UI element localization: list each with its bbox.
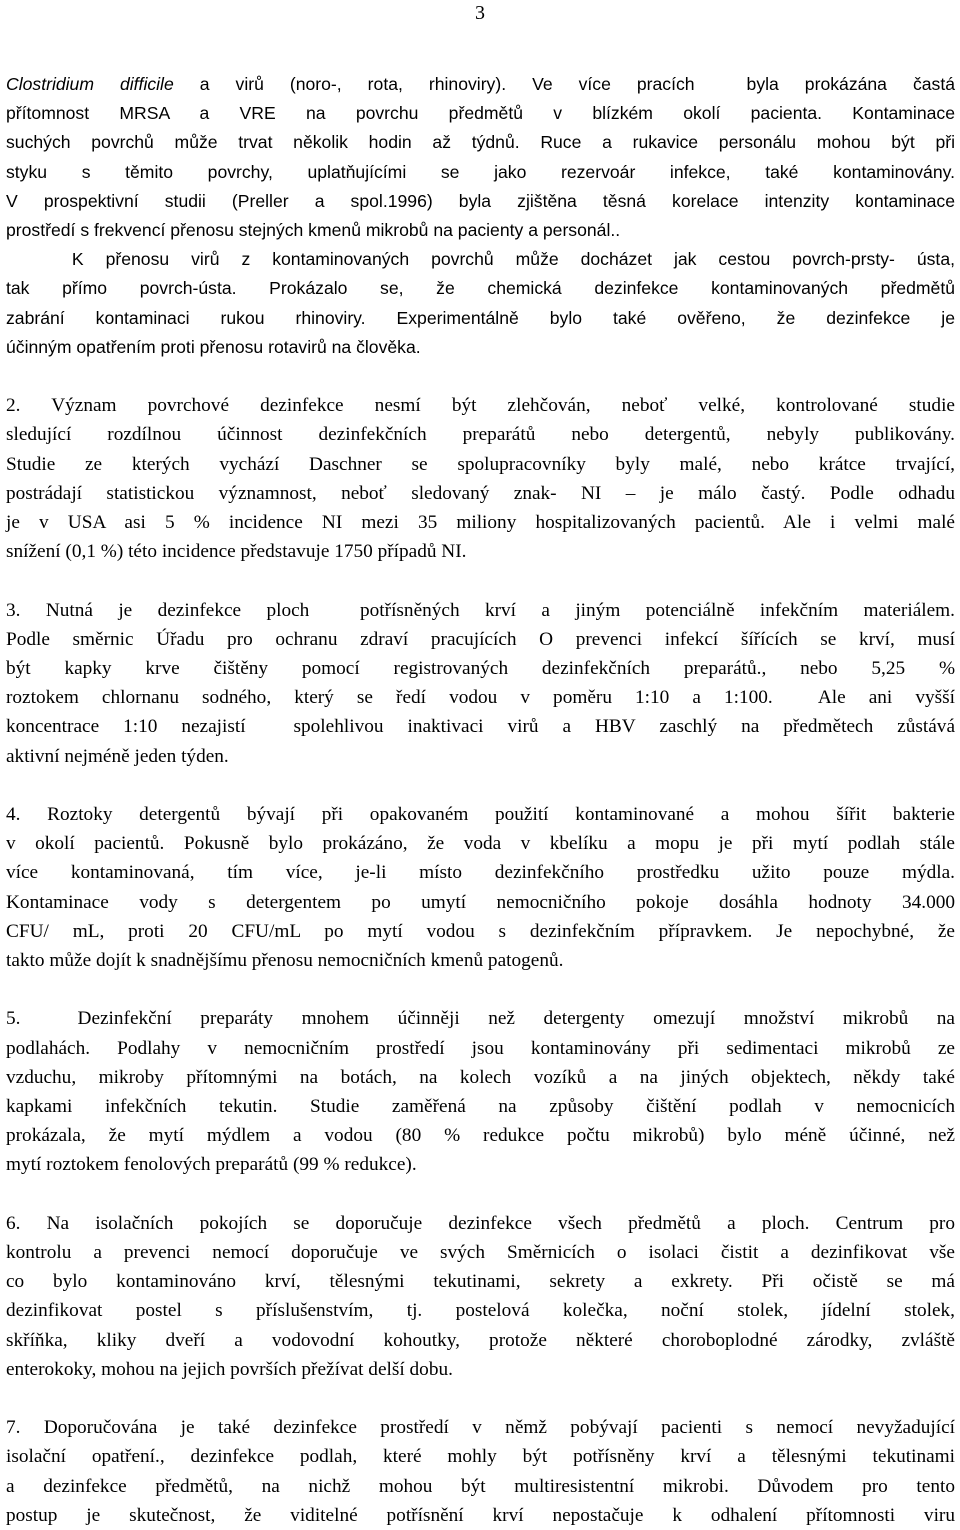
text-content: přítomnost MRSA a VRE na povrchu předmětů v blízkém okolí pacienta. Kontaminace	[6, 103, 955, 124]
text-line	[6, 829, 955, 858]
text-line	[6, 158, 955, 187]
text-line	[6, 683, 955, 712]
text-content: styku s těmito povrchy, uplatňujícími se jako rezervoár infekce, také kontaminovány.	[6, 161, 955, 182]
text-line	[6, 800, 955, 829]
text-line	[6, 274, 955, 303]
text-content: tak přímo povrch-ústa. Prokázalo se, že chemická dezinfekce kontaminovaných předmětů	[6, 278, 955, 299]
paragraph-p6	[6, 1209, 955, 1384]
text-line	[6, 304, 955, 333]
text-content: vzduchu, mikroby přítomnými na botách, na kolech vozíků a na jiných objektech, někdy také	[6, 1066, 955, 1088]
text-content: K přenosu virů z kontaminovaných povrchů může docházet jak cestou povrch-prsty- ústa,	[6, 249, 955, 270]
text-line	[6, 99, 955, 128]
text-content: mytí roztokem fenolových preparátů (99 % redukce).	[6, 1154, 417, 1176]
text-content: Kontaminace vody s detergentem po umytí nemocničního pokoje dosáhla hodnoty 34.000	[6, 891, 955, 913]
text-line	[6, 742, 955, 771]
text-content: prokázala, že mytí mýdlem a vodou (80 % redukce počtu mikrobů) bylo méně účinné, než	[6, 1125, 955, 1147]
text-content: 7. Doporučována je také dezinfekce prostředí v němž pobývají pacienti s nemocí nevyžadující	[6, 1417, 955, 1439]
text-content: a virů (noro-, rota, rhinoviry). Ve více pracích byla prokázána častá	[173, 74, 956, 94]
text-line	[6, 216, 955, 245]
text-content: Studie ze kterých vychází Daschner se spolupracovníky byly malé, nebo krátce trvající,	[6, 453, 955, 475]
text-line	[6, 596, 955, 625]
text-content: 6. Na isolačních pokojích se doporučuje dezinfekce všech předmětů a ploch. Centrum pro	[6, 1212, 955, 1234]
text-content: co bylo kontaminováno krví, tělesnými tekutinami, sekrety a exkrety. Při očistě se má	[6, 1271, 955, 1293]
paragraph-gap	[6, 1180, 955, 1209]
text-line	[6, 1209, 955, 1238]
text-content: 4. Roztoky detergentů bývají při opakovaném použití kontaminované a mohou šířit bakterie	[6, 804, 955, 826]
paragraph-gap	[6, 771, 955, 800]
text-line	[6, 712, 955, 741]
text-line	[6, 450, 955, 479]
text-content: postup je skutečnost, že viditelné potřísnění krví nepostačuje k odhalení přítomnosti viru	[6, 1504, 955, 1526]
text-line	[6, 1355, 955, 1384]
text-line	[6, 187, 955, 216]
text-content: CFU/ mL, proti 20 CFU/mL po mytí vodou s dezinfekčním přípravkem. Je nepochybné, že	[6, 920, 955, 942]
text-line	[6, 1150, 955, 1179]
text-content: V prospektivní studii (Preller a spol.1996) byla zjištěna těsná korelace intenzity kontaminace	[6, 190, 955, 211]
text-line	[6, 1034, 955, 1063]
text-line	[6, 537, 955, 566]
text-line	[6, 1442, 955, 1471]
text-content: účinným opatřením proti přenosu rotavirů na člověka.	[6, 336, 421, 357]
text-content: sledující rozdílnou účinnost dezinfekčních preparátů nebo detergentů, nebyly publikovány.	[6, 424, 955, 446]
text-content: snížení (0,1 %) této incidence představuje 1750 případů NI.	[6, 541, 467, 563]
paragraph-gap	[6, 1384, 955, 1413]
text-line	[6, 654, 955, 683]
text-line	[6, 1238, 955, 1267]
text-content: enterokoky, mohou na jejich površích přežívat delší dobu.	[6, 1358, 453, 1380]
text-content: 5. Dezinfekční preparáty mnohem účinněji než detergenty omezují množství mikrobů na	[6, 1008, 955, 1030]
italic-term: Clostridium difficile	[6, 74, 174, 94]
paragraph-gap	[6, 975, 955, 1004]
text-line	[6, 946, 955, 975]
paragraph-gap	[6, 362, 955, 391]
text-content: 3. Nutná je dezinfekce ploch potřísněných krví a jiným potenciálně infekčním materiálem.	[6, 599, 955, 621]
text-content: být kapky krve čištěny pomocí registrovaných dezinfekčních preparátů., nebo 5,25 %	[6, 658, 955, 680]
text-line	[6, 625, 955, 654]
text-content: Podle směrnic Úřadu pro ochranu zdraví pracujících O prevenci infekcí šířících se krví, musí	[6, 628, 955, 650]
text-line	[6, 1121, 955, 1150]
text-content: roztokem chlornanu sodného, který se ředí vodou v poměru 1:10 a 1:100. Ale ani vyšší	[6, 687, 955, 709]
text-line	[6, 1472, 955, 1501]
paragraph-intro	[6, 70, 955, 362]
text-content: více kontaminovaná, tím více, je-li místo dezinfekčního prostředku užito pouze mýdla.	[6, 862, 955, 884]
text-line	[6, 420, 955, 449]
page-number: 3	[475, 2, 485, 24]
text-line	[6, 1092, 955, 1121]
text-content: aktivní nejméně jeden týden.	[6, 745, 229, 767]
text-line	[6, 1004, 955, 1033]
paragraph-p5	[6, 1004, 955, 1179]
text-line	[6, 508, 955, 537]
text-content: zabrání kontaminaci rukou rhinoviry. Experimentálně bylo také ověřeno, že dezinfekce je	[6, 307, 955, 328]
text-content: je v USA asi 5 % incidence NI mezi 35 miliony hospitalizovaných pacientů. Ale i velmi malé	[6, 512, 955, 534]
text-content: kontrolu a prevenci nemocí doporučuje ve svých Směrnicích o isolaci čistit a dezinfikovat vše	[6, 1242, 955, 1264]
text-line	[6, 1501, 955, 1530]
text-line	[6, 479, 955, 508]
document-body	[6, 70, 955, 1530]
paragraph-p4	[6, 800, 955, 975]
text-line	[6, 128, 955, 157]
text-content: podlahách. Podlahy v nemocničním prostředí jsou kontaminovány při sedimentaci mikrobů ze	[6, 1037, 955, 1059]
text-line	[6, 1267, 955, 1296]
text-content: v okolí pacientů. Pokusně bylo prokázáno, že voda v kbelíku a mopu je při mytí podlah stále	[6, 833, 955, 855]
text-line	[6, 245, 955, 274]
text-line	[6, 391, 955, 420]
text-line	[6, 1296, 955, 1325]
text-line	[6, 1413, 955, 1442]
text-line	[6, 333, 955, 362]
text-line	[6, 1326, 955, 1355]
text-content: prostředí s frekvencí přenosu stejných kmenů mikrobů na pacienty a personál..	[6, 220, 621, 241]
text-content: 2. Význam povrchové dezinfekce nesmí být zlehčován, neboť velké, kontrolované studie	[6, 395, 955, 417]
text-content: kapkami infekčních tekutin. Studie zaměřená na způsoby čištění podlah v nemocnicích	[6, 1096, 955, 1118]
paragraph-p7	[6, 1413, 955, 1530]
text-content: koncentrace 1:10 nezajistí spolehlivou inaktivaci virů a HBV zaschlý na předmětech zůstává	[6, 716, 955, 738]
text-line	[6, 917, 955, 946]
text-content: isolační opatření., dezinfekce podlah, které mohly být potřísněny krví a tělesnými tekutinami	[6, 1446, 955, 1468]
paragraph-gap	[6, 566, 955, 595]
text-line	[6, 70, 955, 99]
text-line	[6, 888, 955, 917]
text-content: takto může dojít k snadnějšímu přenosu nemocničních kmenů patogenů.	[6, 950, 564, 972]
text-content: dezinfikovat postel s příslušenstvím, tj. postelová kolečka, noční stolek, jídelní stolek,	[6, 1300, 955, 1322]
text-line	[6, 858, 955, 887]
text-content: suchých povrchů může trvat několik hodin až týdnů. Ruce a rukavice personálu mohou být při	[6, 132, 955, 153]
paragraph-p3	[6, 596, 955, 771]
text-content: postrádají statistickou významnost, neboť sledovaný znak- NI – je málo častý. Podle odhadu	[6, 482, 955, 504]
text-line	[6, 1063, 955, 1092]
paragraph-p2	[6, 391, 955, 566]
text-content: a dezinfekce předmětů, na nichž mohou být multiresistentní mikrobi. Důvodem pro tento	[6, 1475, 955, 1497]
text-content: skříňka, kliky dveří a vodovodní kohoutky, protože některé choroboplodné zárodky, zvláště	[6, 1329, 955, 1351]
